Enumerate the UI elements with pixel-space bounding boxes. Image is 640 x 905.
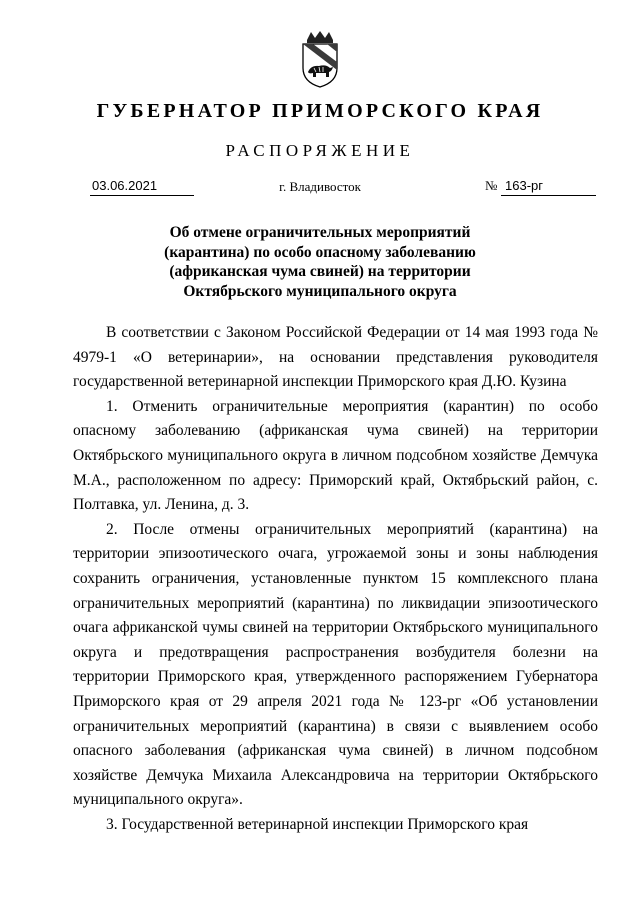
number-underline — [501, 178, 596, 196]
item-3-paragraph: 3. Государственной ветеринарной инспекции Приморского края — [106, 815, 529, 833]
document-number: 163-рг — [505, 178, 543, 193]
document-city: г. Владивосток — [279, 179, 361, 194]
item-1-paragraph: 1. Отменить ограничительные мероприятия (карантин) по особо опасному заболеванию (африканская чума свиней) на территории Октябрьского муниципального округа в личном подсобном хозяйстве Демчука М.А., расположенном по адресу: Приморский край, Октябрьский район, с. Полтавка, ул. Ленина, д. 3. — [73, 397, 598, 514]
item-2-paragraph: 2. После отмены ограничительных мероприятий (карантина) на территории эпизоотического очага, угрожаемой зоны и зоны наблюдения сохранить ограничения, установленные пунктом 15 комплексного плана ограничительных мероприятий (карантина) по ликвидации эпизоотического очага африканской чумы свиней на территории Октябрьского муниципального округа и предотвращения распространения возбудителя болезни на территории Приморского края, утвержденного распоряжением Губернатора Приморского края от 29 апреля 2021 года № 123-рг «Об установлении ограничительных мероприятий (карантина) в связи с выявлением особо опасного заболевания (африканская чума свиней) в личном подсобном хозяйстве Демчука Михаила Александровича на территории Октябрьского муниципального округа». — [73, 520, 598, 809]
document-subject — [0, 223, 640, 301]
organization-title: ГУБЕРНАТОР ПРИМОРСКОГО КРАЯ — [96, 100, 544, 122]
coat-of-arms-icon — [299, 30, 341, 88]
document-type: РАСПОРЯЖЕНИЕ — [225, 141, 415, 160]
preamble-paragraph: В соответствии с Законом Российской Федерации от 14 мая 1993 года № 4979-1 «О ветеринарии», на основании представления руководителя государственной ветеринарной инспекции Приморского края Д.Ю. Кузина — [73, 324, 598, 391]
number-sign: № — [485, 178, 498, 193]
document-body — [73, 321, 598, 837]
document-date: 03.06.2021 — [92, 178, 158, 193]
subject-line: (африканская чума свиней) на территории — [169, 263, 471, 280]
subject-line: Об отмене ограничительных мероприятий — [169, 224, 471, 241]
subject-line: Октябрьского муниципального округа — [183, 282, 457, 300]
subject-line: (карантина) по особо опасному заболеванию — [164, 243, 476, 261]
